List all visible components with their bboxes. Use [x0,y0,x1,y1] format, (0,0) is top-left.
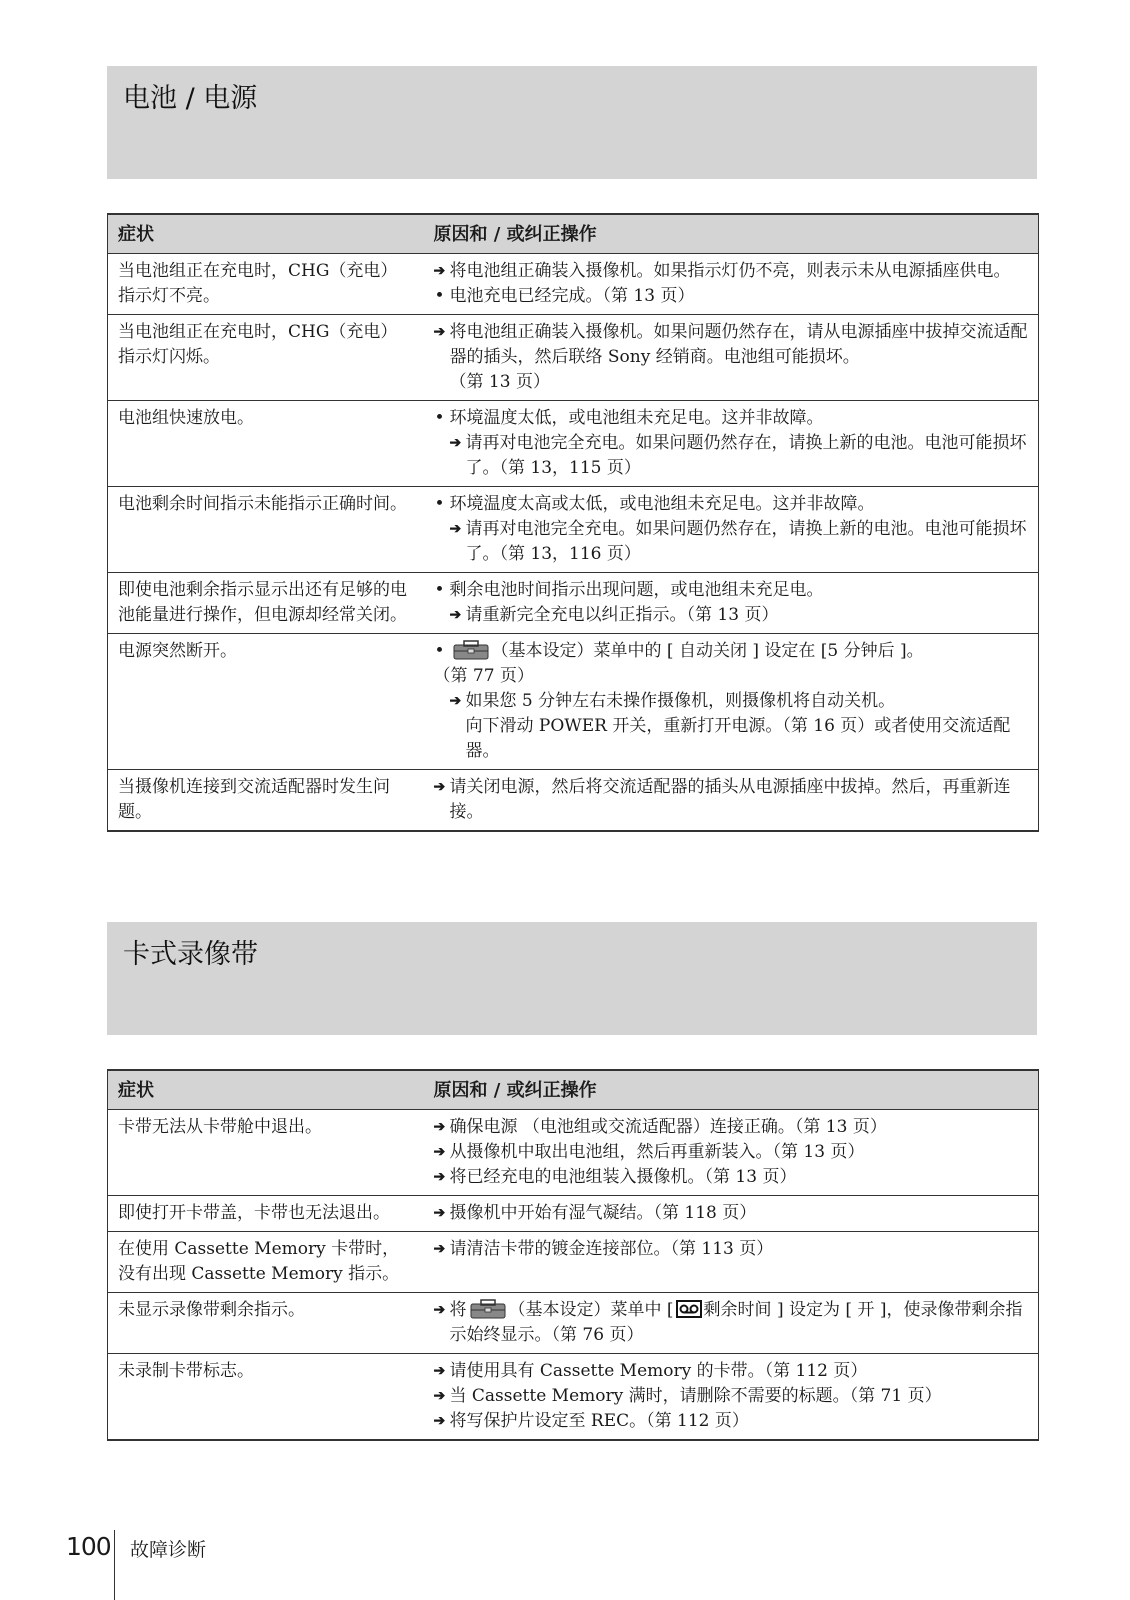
symptom-cell: 未显示录像带剩余指示。 [108,1293,424,1354]
arrow-line: ➔ 将电池组正确装入摄像机。如果指示灯仍不亮，则表示未从电源插座供电。 [434,259,1029,284]
table-row [108,634,1039,770]
action-line: 向下滑动 POWER 开关，重新打开电源。（第 16 页）或者使用交流适配器。 [465,716,1011,761]
table-row [108,487,1039,573]
footer-divider [114,1530,115,1600]
action-cell [424,1110,1039,1196]
symptom-cell: 未录制卡带标志。 [108,1354,424,1441]
action-cell [424,634,1039,770]
action-text: （基本设定）菜单中 [ [508,1300,674,1320]
arrow-line: ➔ 将已经充电的电池组装入摄像机。（第 13 页） [434,1165,1029,1190]
action-cell [424,1232,1039,1293]
battery-power-table [107,213,1039,832]
bullet-line: • 环境温度太高或太低，或电池组未充足电。这并非故障。 [434,492,1029,517]
action-line: （第 77 页） [433,666,534,686]
header-symptom: 症状 [108,1070,424,1110]
page-number: 100 [66,1532,111,1561]
bullet-line: • 剩余电池时间指示出现问题，或电池组未充足电。 [434,578,1029,603]
section-title: 卡式录像带 [123,939,258,970]
action-text: 剩余时间 ] 设定为 [ 开 ]，使录像带剩余指示始终显示。（第 76 页） [449,1300,1023,1345]
arrow-line: ➔ 将写保护片设定至 REC。（第 112 页） [434,1409,1029,1434]
table-row [108,770,1039,832]
action-cell [424,254,1039,315]
action-text: 将 [449,1300,467,1320]
arrow-line: ➔ 请使用具有 Cassette Memory 的卡带。（第 112 页） [434,1359,1029,1384]
cassette-table [107,1069,1039,1441]
symptom-cell: 当摄像机连接到交流适配器时发生问题。 [108,770,424,832]
action-cell [424,1354,1039,1441]
tape-remaining-icon [676,1299,702,1319]
bullet-text: （基本设定）菜单中的 [ 自动关闭 ] 设定在 [5 分钟后 ]。 [491,641,924,661]
header-action: 原因和 / 或纠正操作 [424,214,1039,254]
table-header-row [108,214,1039,254]
symptom-cell: 电源突然断开。 [108,634,424,770]
arrow-line: ➔ 请再对电池完全充电。如果问题仍然存在，请换上新的电池。电池可能损坏了。（第 13，116 页） [434,517,1029,567]
bullet-line: • 环境温度太低，或电池组未充足电。这并非故障。 [434,406,1029,431]
section-banner-battery [107,66,1037,179]
arrow-line: ➔ 请关闭电源，然后将交流适配器的插头从电源插座中拔掉。然后，再重新连接。 [434,775,1029,825]
table-row [108,1232,1039,1293]
symptom-cell: 即使电池剩余指示显示出还有足够的电池能量进行操作，但电源却经常关闭。 [108,573,424,634]
symptom-cell: 电池剩余时间指示未能指示正确时间。 [108,487,424,573]
table-row [108,315,1039,401]
arrow-line: ➔ 从摄像机中取出电池组，然后再重新装入。（第 13 页） [434,1140,1029,1165]
table-row [108,401,1039,487]
toolbox-icon [453,640,489,660]
table-header-row [108,1070,1039,1110]
symptom-cell: 当电池组正在充电时，CHG（充电）指示灯闪烁。 [108,315,424,401]
arrow-line: ➔ 确保电源 （电池组或交流适配器）连接正确。（第 13 页） [434,1115,1029,1140]
toolbox-icon [470,1299,506,1319]
table-row [108,1110,1039,1196]
section-banner-cassette [107,922,1037,1035]
table-row [108,573,1039,634]
action-cell [424,487,1039,573]
table-row [108,1354,1039,1441]
bullet-line: • 电池充电已经完成。（第 13 页） [434,284,1029,309]
action-cell [424,1293,1039,1354]
action-cell [424,1196,1039,1232]
arrow-line: ➔ 请再对电池完全充电。如果问题仍然存在，请换上新的电池。电池可能损坏了。（第 13，115 页） [434,431,1029,481]
action-line: （第 13 页） [449,372,550,392]
arrow-line: ➔ 当 Cassette Memory 满时，请删除不需要的标题。（第 71 页） [434,1384,1029,1409]
arrow-line: ➔ 如果您 5 分钟左右未操作摄像机，则摄像机将自动关机。 [434,689,1029,714]
symptom-cell: 即使打开卡带盖，卡带也无法退出。 [108,1196,424,1232]
action-cell [424,315,1039,401]
section-title: 电池 / 电源 [123,83,258,114]
action-line [434,1298,1029,1348]
table-row [108,254,1039,315]
arrow-line: ➔ 请重新完全充电以纠正指示。（第 13 页） [434,603,1029,628]
header-action: 原因和 / 或纠正操作 [424,1070,1039,1110]
arrow-line: ➔ 将电池组正确装入摄像机。如果问题仍然存在，请从电源插座中拔掉交流适配器的插头，然后联络 Sony 经销商。电池组可能损坏。 [434,320,1029,370]
header-symptom: 症状 [108,214,424,254]
bullet-line [434,639,1029,664]
symptom-cell: 电池组快速放电。 [108,401,424,487]
action-cell [424,401,1039,487]
symptom-cell: 在使用 Cassette Memory 卡带时，没有出现 Cassette Memory 指示。 [108,1232,424,1293]
arrow-line: ➔ 摄像机中开始有湿气凝结。（第 118 页） [434,1201,1029,1226]
symptom-cell: 卡带无法从卡带舱中退出。 [108,1110,424,1196]
action-cell [424,770,1039,832]
table-row [108,1293,1039,1354]
table-row [108,1196,1039,1232]
arrow-line: ➔ 请清洁卡带的镀金连接部位。（第 113 页） [434,1237,1029,1262]
chapter-label: 故障诊断 [130,1539,207,1561]
action-cell [424,573,1039,634]
symptom-cell: 当电池组正在充电时，CHG（充电）指示灯不亮。 [108,254,424,315]
